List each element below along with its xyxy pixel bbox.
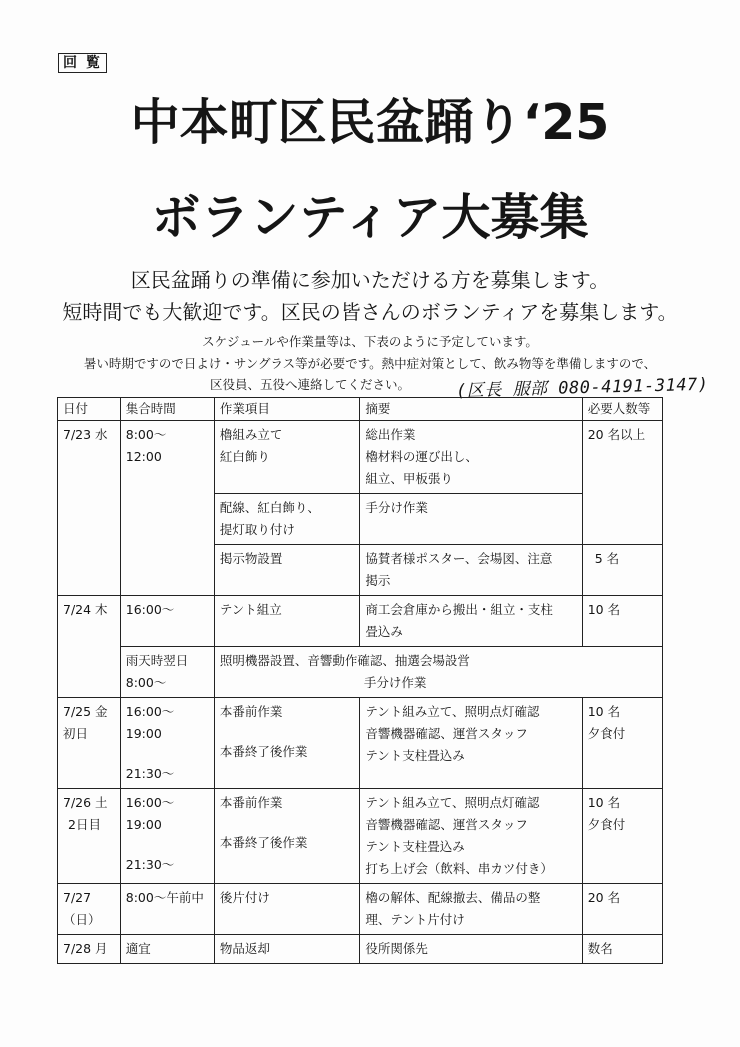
- work-cell: テント組立: [214, 596, 359, 647]
- work-text: 櫓組み立て: [219, 427, 283, 442]
- summary-text: 掲示: [365, 573, 391, 588]
- table-row: [58, 698, 663, 789]
- summary-text: 櫓の解体、配線撤去、備品の整: [365, 890, 541, 905]
- summary-text: 打ち上げ会（飲料、串カツ付き）: [365, 861, 553, 876]
- work-text: 本番終了後作業: [219, 744, 308, 759]
- date-text: 7/25 金: [63, 704, 108, 719]
- summary-text: テント組み立て、照明点灯確認: [365, 795, 540, 810]
- time-text: 雨天時翌日: [125, 653, 189, 668]
- date-text: 2日目: [68, 817, 101, 832]
- needed-cell: 数名: [582, 935, 662, 964]
- header-summary: 摘要: [360, 398, 582, 421]
- header-needed: 必要人数等: [582, 398, 662, 421]
- summary-text: 畳込み: [365, 624, 403, 639]
- work-text: 照明機器設置、音響動作確認、抽選会場設営: [219, 653, 470, 668]
- date-text: （日）: [63, 912, 101, 927]
- table-row: [58, 935, 663, 964]
- date-text: 7/27: [63, 890, 92, 905]
- summary-text: テント支柱畳込み: [365, 839, 465, 854]
- time-cell: [120, 789, 214, 884]
- summary-text: 櫓材料の運び出し、: [365, 449, 478, 464]
- summary-text: 総出作業: [365, 427, 416, 442]
- table-row: [58, 421, 663, 494]
- time-text: 12:00: [125, 449, 162, 464]
- date-cell: [58, 698, 121, 789]
- date-cell: 7/24 木: [58, 596, 121, 698]
- work-cell: [214, 789, 359, 884]
- time-text: 8:00～: [125, 427, 167, 442]
- table-row: [58, 789, 663, 884]
- summary-text: 組立、甲板張り: [365, 471, 453, 486]
- summary-cell: [360, 421, 582, 494]
- table-row: [58, 596, 663, 647]
- needed-cell: 20 名: [582, 884, 662, 935]
- time-cell: [120, 647, 214, 698]
- work-text: 本番終了後作業: [219, 835, 308, 850]
- work-text: 本番前作業: [219, 795, 283, 810]
- summary-text: 商工会倉庫から搬出・組立・支柱: [365, 602, 553, 617]
- summary-cell: 役所関係先: [360, 935, 582, 964]
- page-subtitle: ボランティア大募集: [151, 189, 589, 246]
- schedule-table: [57, 397, 663, 964]
- handwritten-contact: (区長 服部 080-4191-3147): [455, 374, 709, 402]
- date-cell: [58, 884, 121, 935]
- work-cell: [214, 698, 359, 789]
- work-cell: [214, 494, 359, 545]
- summary-cell: [360, 545, 582, 596]
- work-text: 紅白飾り: [219, 449, 270, 464]
- circulation-stamp: 回 覧: [58, 53, 107, 73]
- needed-text: 10 名: [587, 704, 621, 719]
- date-text: 初日: [63, 726, 89, 741]
- date-cell: 7/23 水: [58, 421, 121, 596]
- page-title: 中本町区民盆踊り‘25: [130, 94, 610, 151]
- time-cell: 8:00～午前中: [120, 884, 214, 935]
- intro-line-2: 短時間でも大歓迎です。区民の皆さんのボランティアを募集します。: [62, 300, 678, 324]
- summary-text: 理、テント片付け: [365, 912, 465, 927]
- needed-text: 夕食付: [587, 817, 626, 832]
- header-work: 作業項目: [214, 398, 359, 421]
- time-text: 16:00～19:00: [125, 795, 175, 832]
- summary-cell: [360, 698, 582, 789]
- summary-text: 音響機器確認、運営スタッフ: [365, 817, 528, 832]
- summary-text: 手分け作業: [363, 675, 427, 690]
- note-line-1: スケジュールや作業量等は、下表のように予定しています。: [202, 334, 538, 349]
- date-cell: 7/28 月: [58, 935, 121, 964]
- needed-text: 夕食付: [587, 726, 626, 741]
- time-cell: [120, 698, 214, 789]
- work-cell: 物品返却: [214, 935, 359, 964]
- needed-cell: 5 名: [582, 545, 662, 596]
- time-cell: 16:00～: [120, 596, 214, 647]
- table-header-row: [58, 398, 663, 421]
- work-summary-cell: [214, 647, 662, 698]
- work-cell: 後片付け: [214, 884, 359, 935]
- needed-cell: 20 名以上: [582, 421, 662, 545]
- time-cell: 適宜: [120, 935, 214, 964]
- summary-text: テント支柱畳込み: [365, 748, 465, 763]
- summary-text: テント組み立て、照明点灯確認: [365, 704, 540, 719]
- work-text: 提灯取り付け: [219, 522, 295, 537]
- needed-cell: [582, 789, 662, 884]
- summary-cell: [360, 789, 582, 884]
- note-line-3: 区役員、五役へ連絡してください。: [209, 377, 410, 392]
- summary-cell: [360, 596, 582, 647]
- needed-cell: 10 名: [582, 596, 662, 647]
- note-line-2: 暑い時期ですので日よけ・サングラス等が必要です。熱中症対策として、飲み物等を準備しますので、: [83, 356, 657, 371]
- header-time: 集合時間: [120, 398, 214, 421]
- work-text: 配線、紅白飾り、: [219, 500, 320, 515]
- summary-text: 音響機器確認、運営スタッフ: [365, 726, 528, 741]
- summary-cell: 手分け作業: [360, 494, 582, 545]
- needed-cell: [582, 698, 662, 789]
- needed-text: 10 名: [587, 795, 621, 810]
- time-text: 16:00～19:00: [125, 704, 175, 741]
- summary-text: 協賛者様ポスター、会場図、注意: [365, 551, 553, 566]
- table-row: [58, 647, 663, 698]
- header-date: 日付: [58, 398, 121, 421]
- time-cell: [120, 421, 214, 596]
- table-row: [58, 884, 663, 935]
- date-cell: [58, 789, 121, 884]
- work-text: 本番前作業: [219, 704, 283, 719]
- time-text: 8:00～: [125, 675, 167, 690]
- date-text: 7/26 土: [63, 795, 108, 810]
- work-cell: 掲示物設置: [214, 545, 359, 596]
- work-cell: [214, 421, 359, 494]
- intro-line-1: 区民盆踊りの準備に参加いただける方を募集します。: [130, 268, 610, 292]
- time-text: 21:30～: [125, 857, 175, 872]
- summary-cell: [360, 884, 582, 935]
- time-text: 21:30～: [125, 766, 175, 781]
